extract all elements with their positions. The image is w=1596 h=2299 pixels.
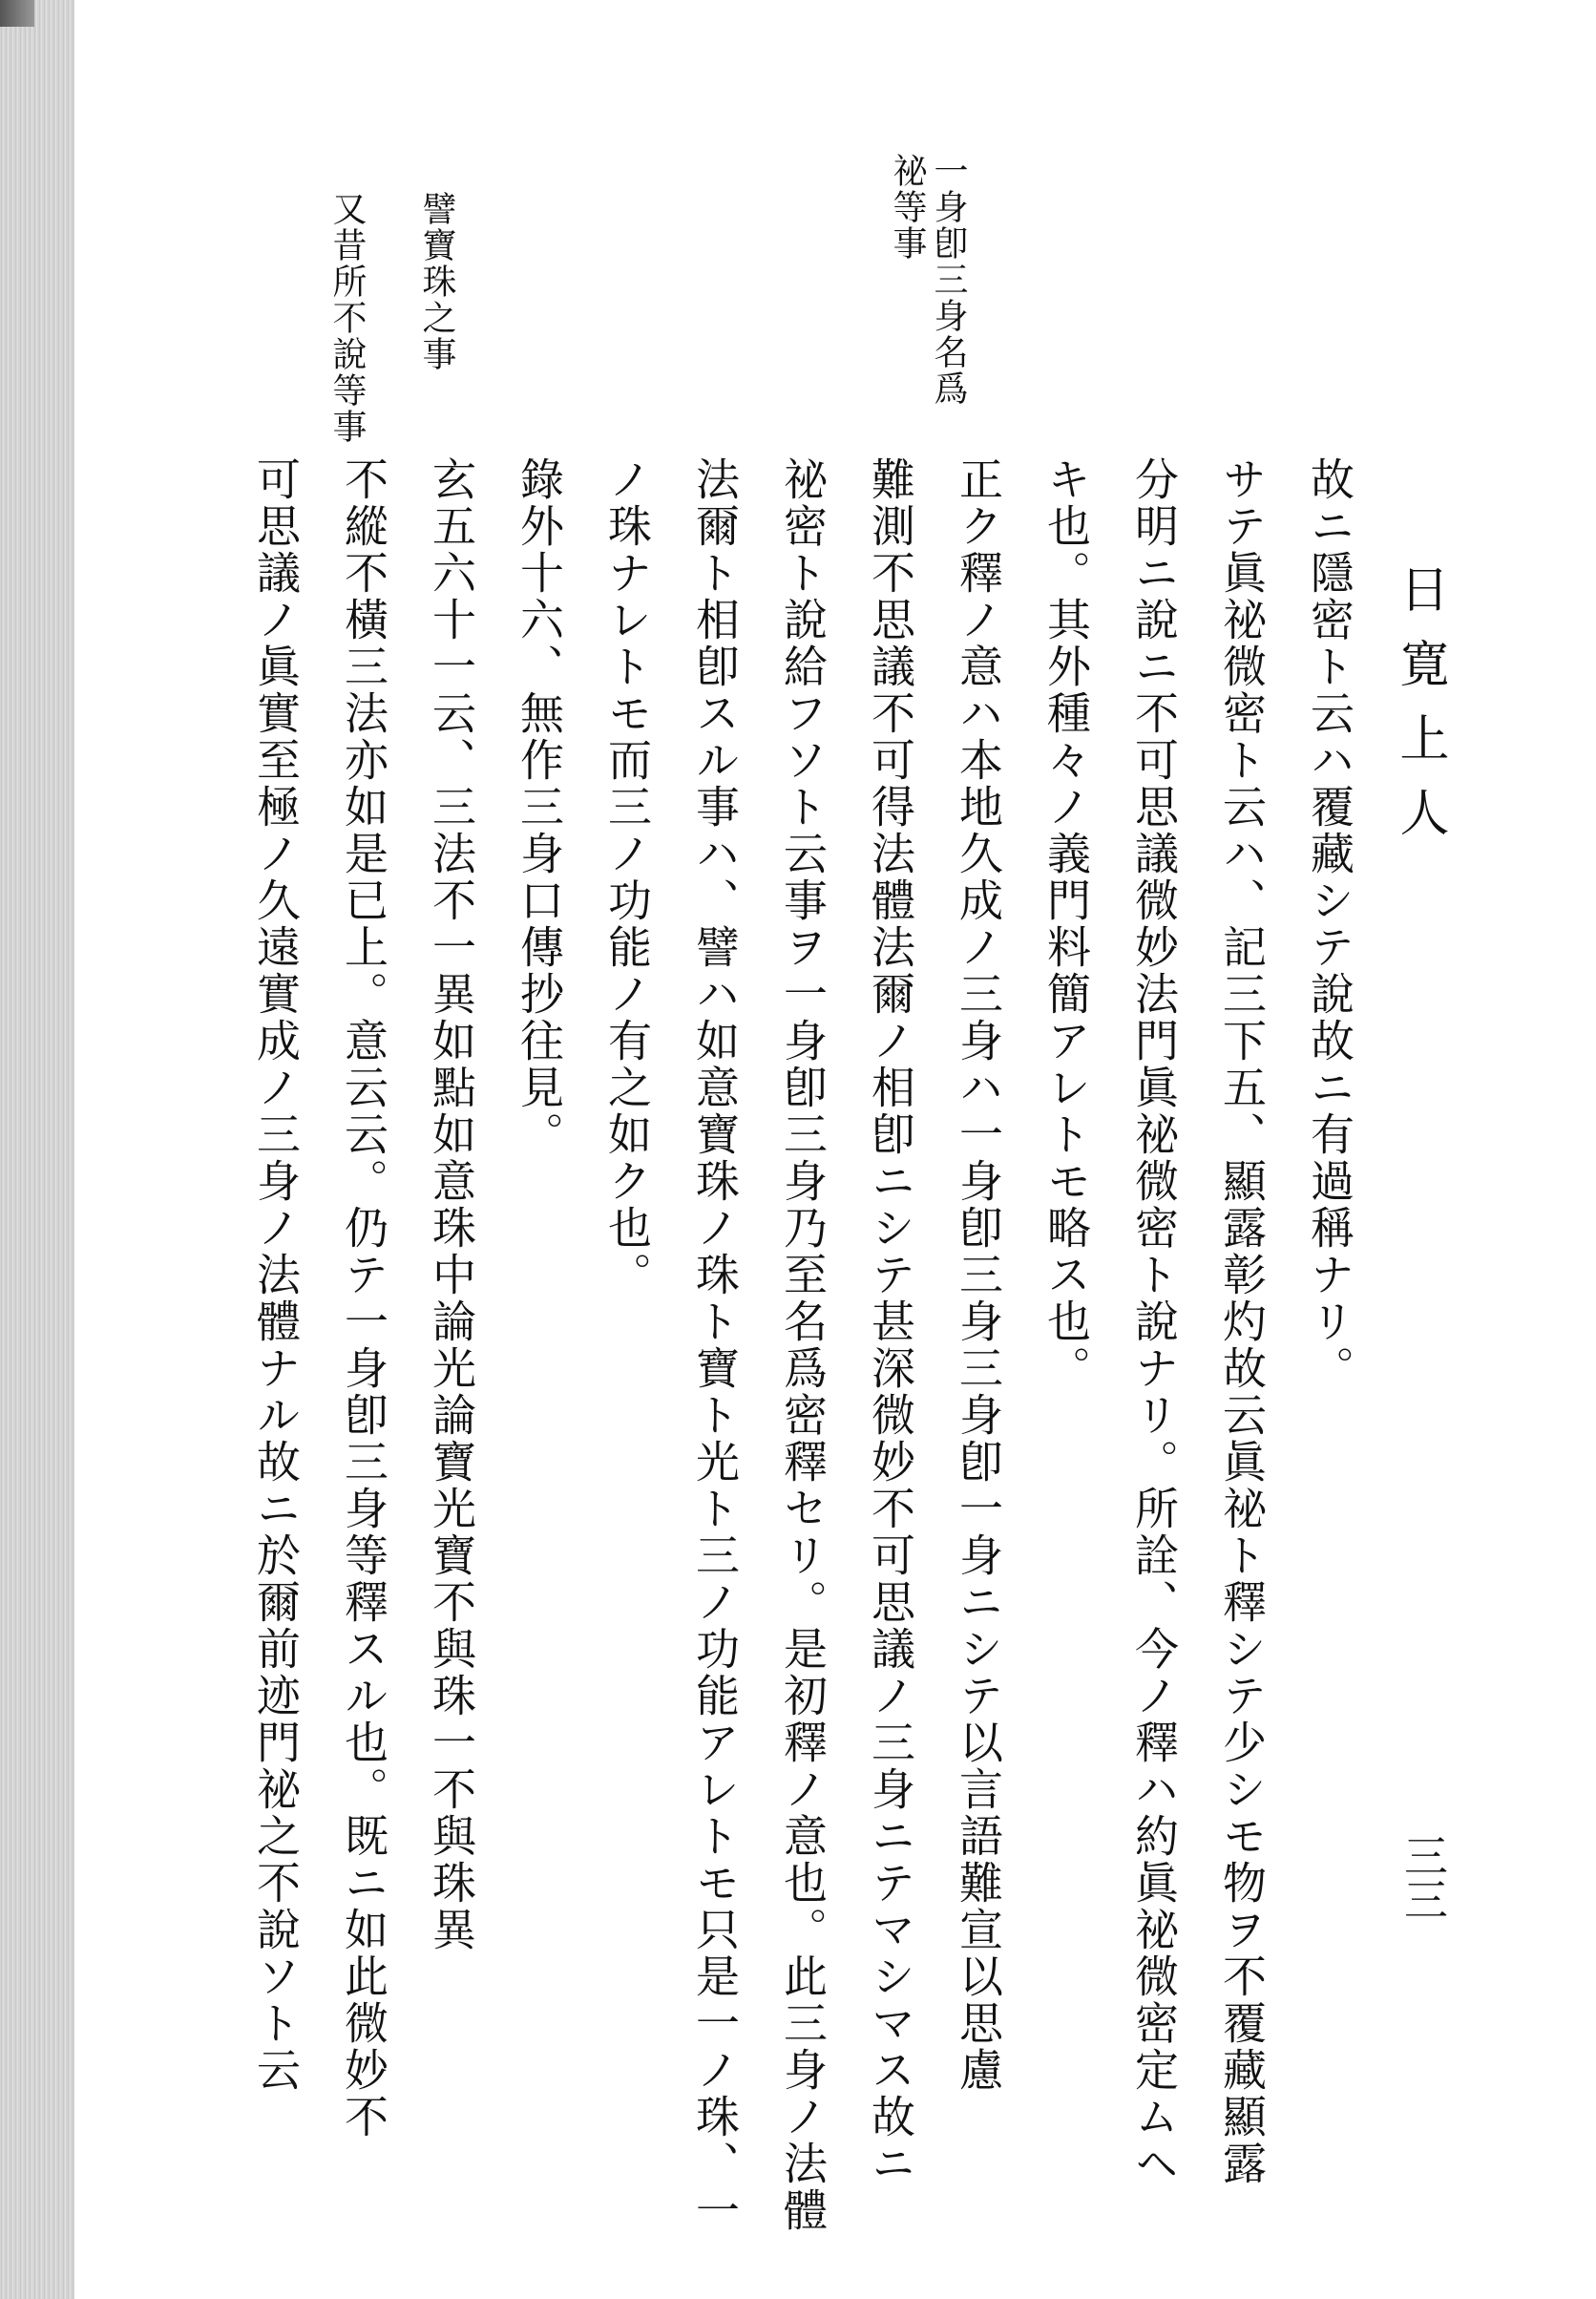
body-line: 分明ニ說ニ不可思議微妙法門眞祕微密ト說ナリ。所詮、今ノ釋ハ約眞祕微密定ムヘ xyxy=(1128,456,1180,2187)
body-line: 可思議ノ眞實至極ノ久遠實成ノ三身ノ法體ナル故ニ於爾前迹門祕之不說ソト云 xyxy=(250,456,302,2094)
body-line: サテ眞祕微密ト云ハ、記三下五、顯露彰灼故云眞祕ト釋シテ少シモ物ヲ不覆藏顯露 xyxy=(1216,456,1268,2187)
body-line: 正ク釋ノ意ハ本地久成ノ三身ハ一身卽三身三身卽一身ニシテ以言語難宣以思慮 xyxy=(953,456,1004,2094)
body-line: 錄外十六、無作三身口傳抄往見。 xyxy=(514,456,565,1158)
body-line: 難測不思議不可得法體法爾ノ相卽ニシテ甚深微妙不可思議ノ三身ニテマシマス故ニ xyxy=(865,456,916,2187)
side-note: 祕等事 xyxy=(888,153,927,262)
body-line: 法爾ト相卽スル事ハ、譬ハ如意寶珠ノ珠ト寶ト光ト三ノ功能アレトモ只是一ノ珠、一 xyxy=(689,456,741,2234)
side-note: 一身卽三身名爲 xyxy=(929,153,968,407)
binding-gutter xyxy=(0,0,74,2299)
side-note: 譬寶珠之事 xyxy=(417,191,456,372)
body-line: 不縱不橫三法亦如是已上。意云云。仍テ一身卽三身等釋スル也。既ニ如此微妙不 xyxy=(338,456,389,2141)
body-line: キ也。其外種々ノ義門料簡アレトモ略ス也。 xyxy=(1040,456,1092,1392)
side-note: 又昔所不說等事 xyxy=(327,191,367,445)
body-line: 祕密ト說給フソト云事ヲ一身卽三身乃至名爲密釋セリ。是初釋ノ意也。此三身ノ法體 xyxy=(777,456,829,2234)
page-edge-shadow xyxy=(0,0,34,27)
page-number: 三三 xyxy=(1397,1833,1449,1921)
body-line: 玄五六十一云、三法不一異如點如意珠中論光論寶光寶不與珠一不與珠異 xyxy=(426,456,477,1953)
body-line: ノ珠ナレトモ而三ノ功能ノ有之如ク也。 xyxy=(601,456,653,1298)
body-line: 故ニ隱密ト云ハ覆藏シテ說故ニ有過稱ナリ。 xyxy=(1304,456,1355,1392)
running-title: 日寛上人 xyxy=(1391,563,1448,861)
